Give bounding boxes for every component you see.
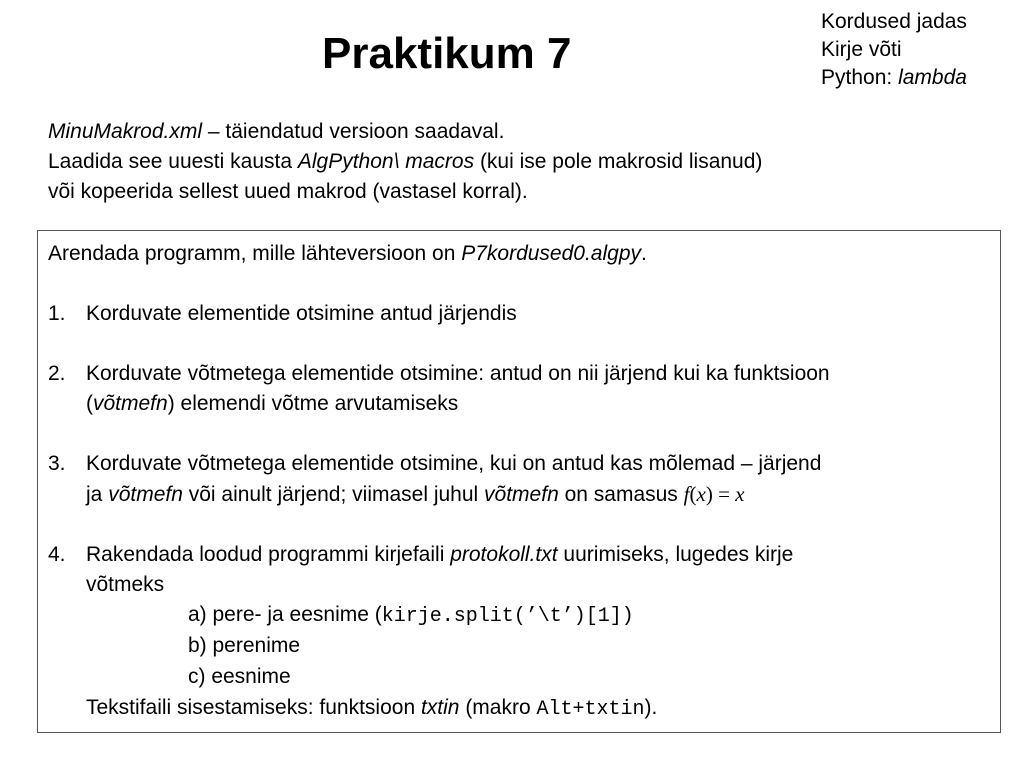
task-item-3-keyfn-1: võtmefn xyxy=(108,483,183,506)
option-a-code: kirje.split(’\t’)[1]) xyxy=(381,605,634,628)
task-lead-a: Arendada programm, mille lähteversioon on xyxy=(48,242,462,265)
task-item-3-number: 3. xyxy=(48,452,66,475)
intro-line-2-a: Laadida see uuesti kausta xyxy=(48,150,298,173)
task-item-1 xyxy=(48,299,998,329)
footer-function: txtin xyxy=(420,696,460,719)
option-a xyxy=(188,600,998,631)
task-box xyxy=(37,230,1001,733)
topic-python xyxy=(821,64,967,92)
task-item-4 xyxy=(48,540,998,725)
task-item-1-text: Korduvate elementide otsimine antud järjendis xyxy=(86,302,517,325)
task-footer xyxy=(86,693,998,725)
task-item-4-rest: uurimiseks, lugedes kirje xyxy=(557,543,794,566)
identity-formula: f(x) = x xyxy=(683,482,745,506)
task-item-3-b: või ainult järjend; viimasel juhul xyxy=(182,483,485,506)
intro-filename: MinuMakrod.xml xyxy=(48,120,203,143)
footer-macro-code: Alt+txtin xyxy=(536,698,645,721)
topic-lambda: lambda xyxy=(898,66,967,89)
topics-list xyxy=(821,8,967,92)
task-item-3-a: ja xyxy=(86,483,109,506)
footer-a: Tekstifaili sisestamiseks: funktsioon xyxy=(86,696,421,719)
option-c: c) eesnime xyxy=(188,665,291,688)
task-item-2-keyfn: võtmefn xyxy=(93,392,168,415)
topic-kordused: Kordused jadas xyxy=(821,10,967,33)
task-item-2-rest: ) elemendi võtme arvutamiseks xyxy=(167,392,459,415)
topic-python-label: Python: xyxy=(821,66,899,89)
task-item-2 xyxy=(48,359,998,419)
intro-folder: AlgPython\ macros xyxy=(297,150,475,173)
task-item-4-number: 4. xyxy=(48,543,66,566)
task-item-3-line-1: Korduvate võtmetega elementide otsimine, kui on antud kas mõlemad – järjend xyxy=(86,452,822,475)
task-item-4-line-2: võtmeks xyxy=(86,573,165,596)
task-item-2-line-1: Korduvate võtmetega elementide otsimine: antud on nii järjend kui ka funktsioon xyxy=(86,362,830,385)
task-item-4-a: Rakendada loodud programmi kirjefaili xyxy=(86,543,451,566)
intro-line-1 xyxy=(48,117,762,147)
task-item-3-c: on samasus xyxy=(558,483,684,506)
intro-text xyxy=(48,117,762,207)
task-item-1-number: 1. xyxy=(48,302,66,325)
intro-line-1-rest: – täiendatud versioon saadaval. xyxy=(202,120,505,143)
task-item-4-file: protokoll.txt xyxy=(450,543,558,566)
task-item-2-line-2 xyxy=(86,389,998,419)
task-item-2-paren: ( xyxy=(86,392,93,415)
task-source-file: P7kordused0.algpy xyxy=(461,242,642,265)
page-title: Praktikum 7 xyxy=(322,29,572,78)
task-item-2-number: 2. xyxy=(48,362,66,385)
task-item-4-line-1 xyxy=(86,540,998,570)
intro-line-2 xyxy=(48,147,762,177)
option-b: b) perenime xyxy=(188,634,301,657)
task-lead xyxy=(48,239,998,269)
footer-end: ). xyxy=(644,696,658,719)
intro-line-3: või kopeerida sellest uued makrod (vastasel korral). xyxy=(48,180,528,203)
task-item-3 xyxy=(48,449,998,510)
task-item-3-line-2 xyxy=(86,479,998,510)
footer-b: (makro xyxy=(459,696,537,719)
task-item-3-keyfn-2: võtmefn xyxy=(484,483,559,506)
topic-kirje: Kirje võti xyxy=(821,38,902,61)
option-a-text: a) pere- ja eesnime ( xyxy=(188,603,382,626)
task-item-4-options xyxy=(86,600,998,693)
task-lead-end: . xyxy=(641,242,647,265)
intro-line-2-rest: (kui ise pole makrosid lisanud) xyxy=(474,150,763,173)
